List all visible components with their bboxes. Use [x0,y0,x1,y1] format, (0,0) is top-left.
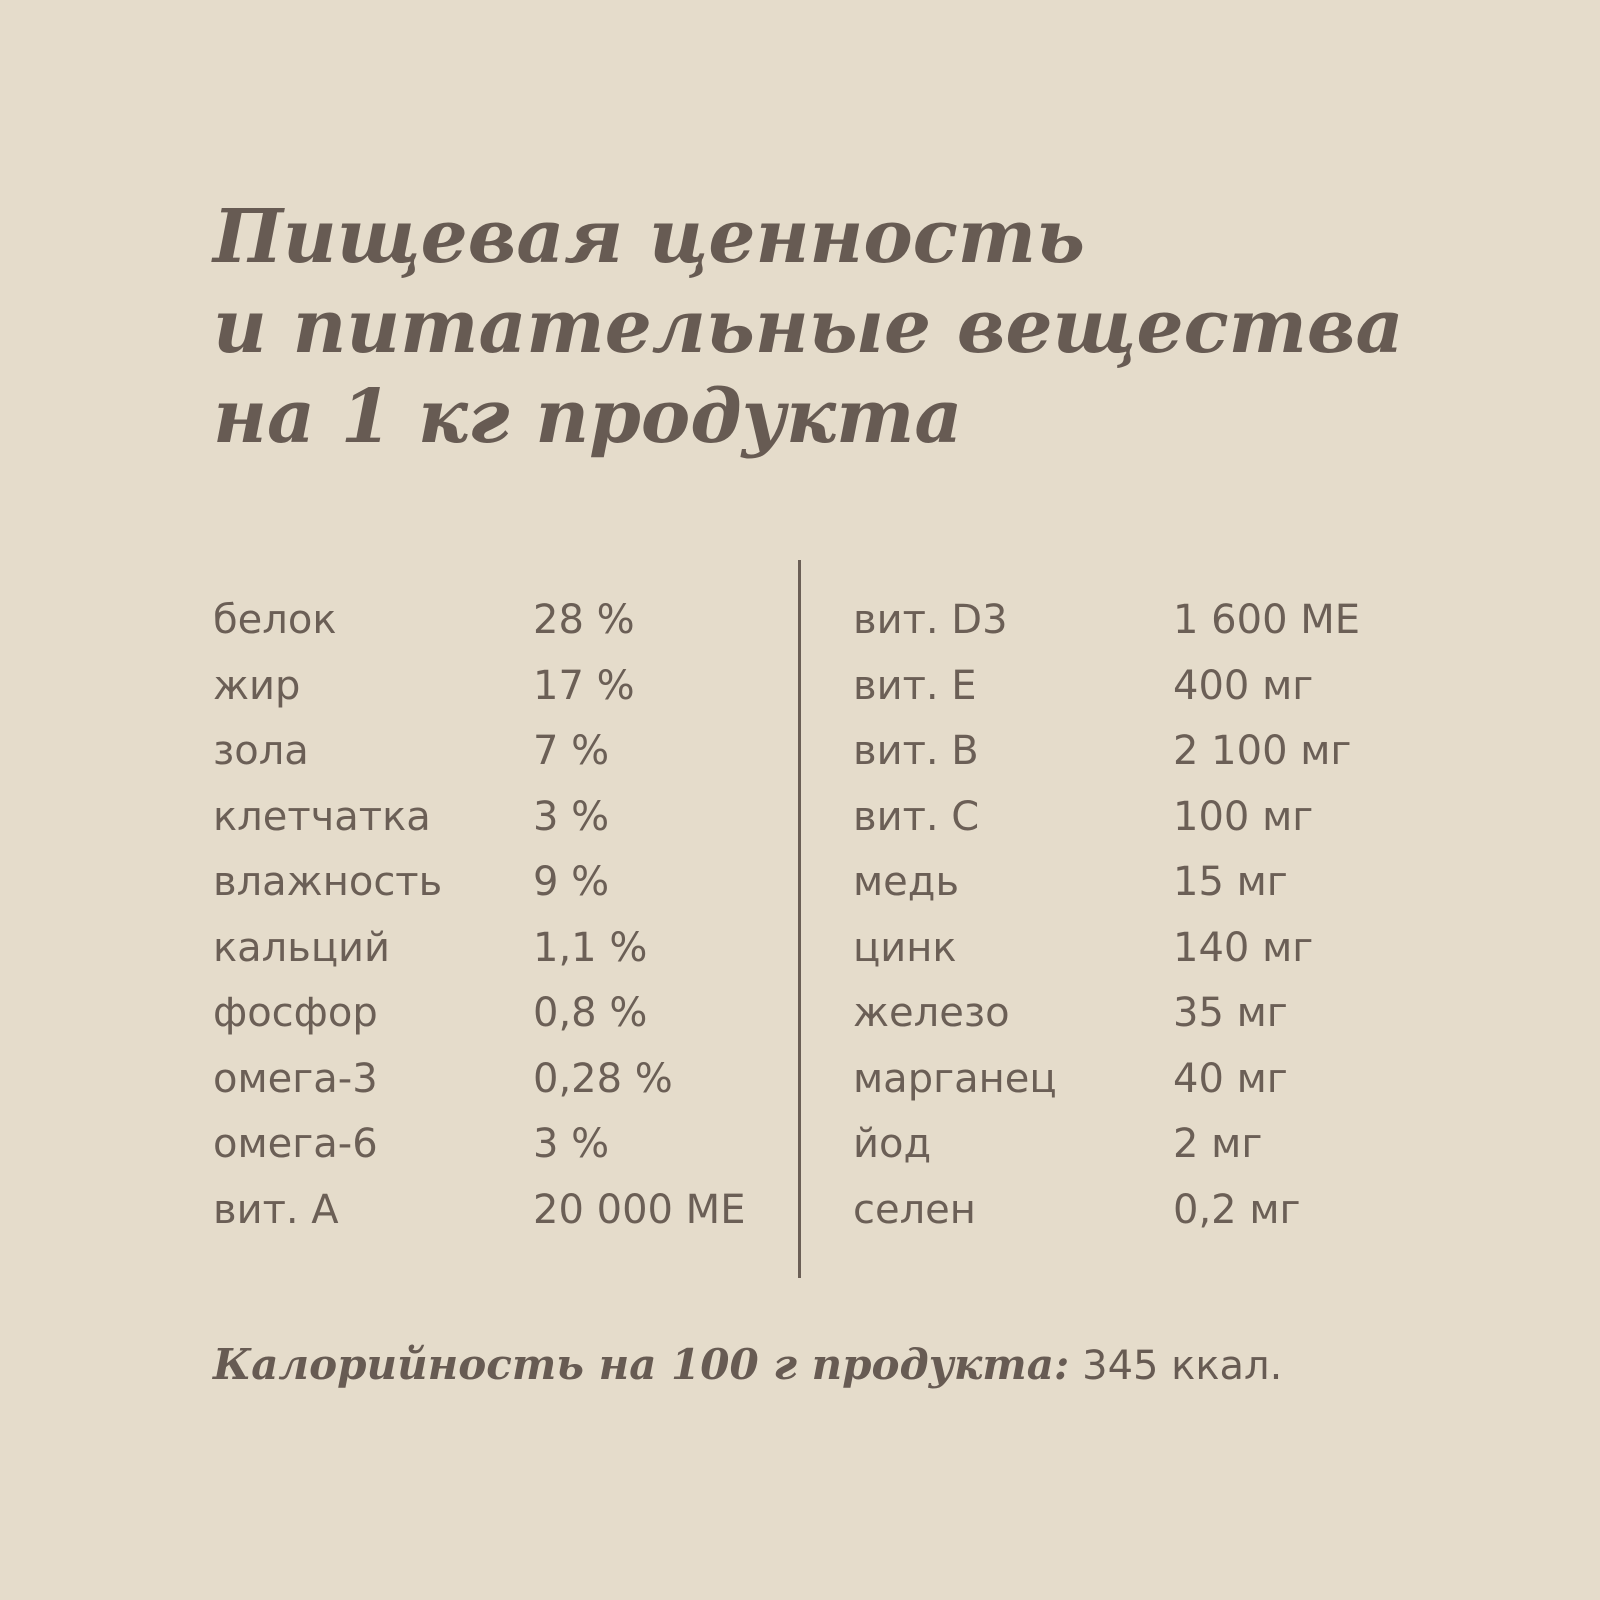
nutrient-name: медь [853,859,960,905]
nutrient-name: омега-3 [213,1055,378,1102]
title-line-3: на 1 кг продукта [213,374,963,460]
nutrient-name: йод [853,1121,932,1167]
nutrient-name: влажность [213,859,443,905]
title-line-1: Пищевая ценность [213,194,1085,280]
nutrient-name: вит. А [213,1186,339,1233]
nutrient-name: вит. Е [853,662,977,709]
nutrient-value: 1 600 МЕ [1173,597,1361,643]
nutrient-value: 17 % [533,662,635,709]
nutrient-value: 7 % [533,728,610,774]
title-line-2: и питательные вещества [213,284,1404,370]
nutrient-value: 400 мг [1173,662,1314,709]
nutrient-name: железо [853,990,1010,1036]
nutrient-value: 40 мг [1173,1055,1288,1102]
nutrient-name: фосфор [213,990,378,1036]
nutrient-name: кальций [213,924,391,971]
nutrient-name: белок [213,597,337,643]
nutrient-value: 3 % [533,1121,610,1167]
calories-label: Калорийность на 100 г продукта: [213,1340,1070,1389]
nutrient-value: 2 мг [1173,1121,1263,1167]
nutrient-value: 35 мг [1173,990,1288,1036]
calories-value: 345 ккал. [1069,1343,1283,1389]
nutrient-name: цинк [853,924,957,971]
nutrient-value: 28 % [533,597,635,643]
column-divider [798,560,801,1278]
nutrient-name: жир [213,662,301,709]
calories-line [213,1340,1282,1389]
nutrient-value: 0,28 % [533,1055,673,1102]
nutrient-name: омега-6 [213,1121,378,1167]
nutrient-name: клетчатка [213,793,431,840]
nutrient-value: 1,1 % [533,924,648,971]
nutrient-value: 2 100 мг [1173,728,1352,774]
nutrient-name: зола [213,728,309,774]
nutrient-value: 15 мг [1173,859,1288,905]
nutrient-name: вит. С [853,793,980,840]
page-title [213,192,1403,462]
nutrient-value: 100 мг [1173,793,1314,840]
nutrient-value: 9 % [533,859,610,905]
nutrient-name: марганец [853,1055,1057,1102]
nutrient-value: 0,8 % [533,990,648,1036]
nutrient-name: селен [853,1186,976,1233]
nutrient-value: 140 мг [1173,924,1314,971]
nutrient-name: вит. D3 [853,597,1008,643]
nutrient-value: 20 000 МЕ [533,1186,746,1233]
nutrient-value: 0,2 мг [1173,1186,1301,1233]
nutrient-value: 3 % [533,793,610,840]
nutrient-name: вит. В [853,728,979,774]
